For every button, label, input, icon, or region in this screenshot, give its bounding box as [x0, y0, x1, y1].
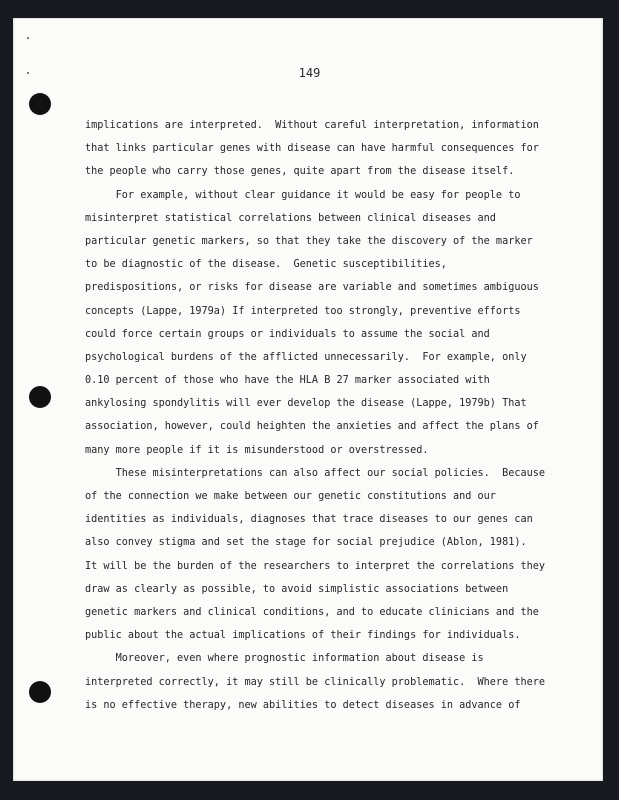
- punch-hole-middle: [29, 386, 51, 408]
- text-line: the people who carry those genes, quite apart from the disease itself.: [85, 166, 515, 178]
- text-line: predispositions, or risks for disease are variable and sometimes ambiguous: [85, 282, 539, 294]
- punch-hole-bottom: [29, 681, 51, 703]
- text-line: concepts (Lappe, 1979a) If interpreted too strongly, preventive efforts: [85, 305, 521, 317]
- text-line: identities as individuals, diagnoses that trace diseases to our genes can: [85, 514, 533, 526]
- text-line: could force certain groups or individuals to assume the social and: [85, 328, 490, 340]
- text-line: Moreover, even where prognostic information about disease is: [85, 653, 484, 665]
- text-line: of the connection we make between our genetic constitutions and our: [85, 491, 496, 502]
- text-line: implications are interpreted. Without careful interpretation, information: [85, 120, 539, 131]
- text-line: genetic markers and clinical conditions, and to educate clinicians and the: [85, 606, 539, 618]
- text-line: particular genetic markers, so that they take the discovery of the marker: [85, 235, 533, 247]
- text-line: association, however, could heighten the anxieties and affect the plans of: [85, 421, 539, 433]
- text-line: psychological burdens of the afflicted unnecessarily. For example, only: [85, 351, 527, 363]
- text-line: that links particular genes with disease can have harmful consequences for: [85, 143, 539, 155]
- body-text: [85, 114, 546, 717]
- text-line: 0.10 percent of those who have the HLA B 27 marker associated with: [85, 375, 490, 387]
- text-line: interpreted correctly, it may still be clinically problematic. Where there: [85, 676, 546, 688]
- text-line: It will be the burden of the researchers to interpret the correlations they: [85, 560, 546, 572]
- text-line: also convey stigma and set the stage for social prejudice (Ablon, 1981).: [85, 537, 527, 549]
- text-line: is no effective therapy, new abilities to detect diseases in advance of: [85, 699, 521, 711]
- text-line: ankylosing spondylitis will ever develop the disease (Lappe, 1979b) That: [85, 398, 527, 410]
- text-line: draw as clearly as possible, to avoid simplistic associations between: [85, 583, 509, 595]
- text-line: many more people if it is misunderstood or overstressed.: [85, 444, 429, 456]
- text-line: These misinterpretations can also affect our social policies. Because: [85, 467, 546, 479]
- text-line: public about the actual implications of their findings for individuals.: [85, 630, 521, 642]
- text-line: to be diagnostic of the disease. Genetic susceptibilities,: [85, 259, 447, 271]
- text-line: For example, without clear guidance it would be easy for people to: [85, 189, 521, 201]
- punch-hole-top: [29, 93, 51, 115]
- scan-speck: [27, 37, 29, 39]
- text-line: misinterpret statistical correlations between clinical diseases and: [85, 212, 496, 224]
- page-number: 149: [298, 66, 321, 80]
